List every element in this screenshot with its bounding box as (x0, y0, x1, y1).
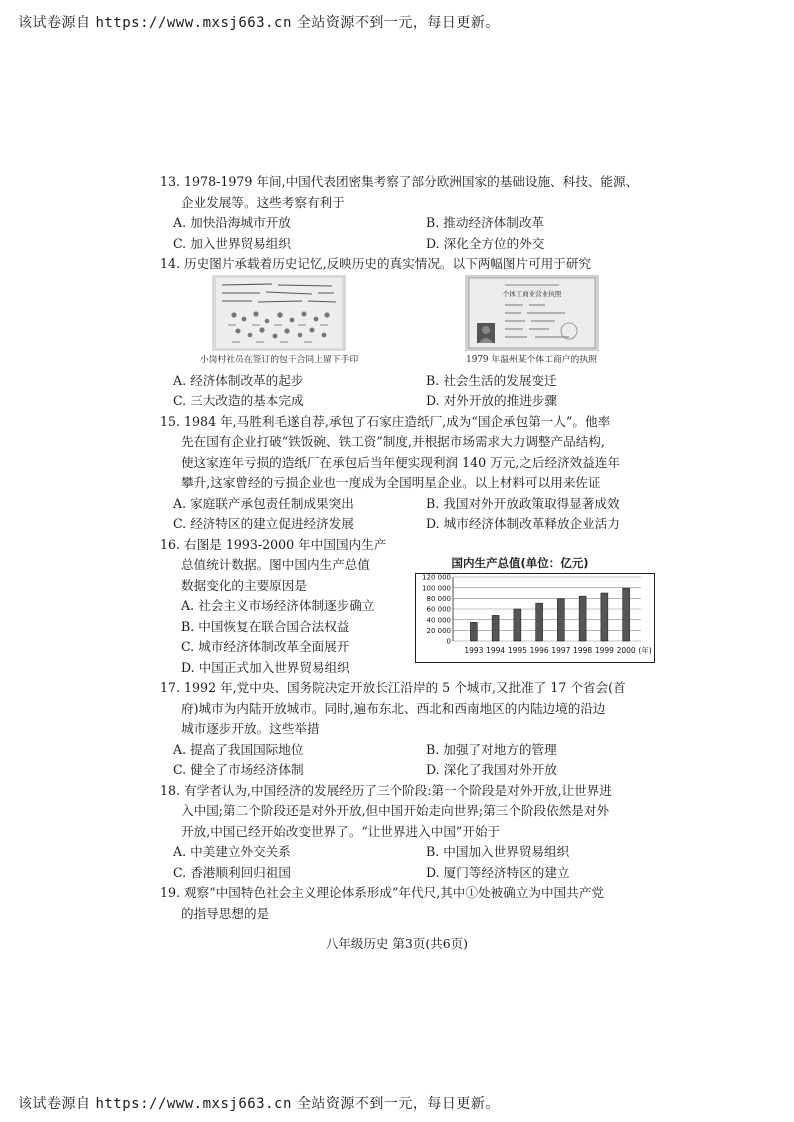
question-16-option-c[interactable]: C. 城市经济体制改革全面展开 (181, 639, 350, 654)
question-14-pictures (160, 275, 665, 371)
question-14-stem-line-1: 14. 历史图片承载着历史记忆,反映历史的真实情况。以下两幅图片可用于研究 (160, 256, 592, 271)
x-unit-label: (年) (638, 645, 652, 655)
question-15-options-row-2 (160, 514, 665, 535)
question-14-options-row-1 (160, 371, 665, 392)
question-18 (160, 781, 665, 884)
question-17-stem-line-3: 城市逐步开放。这些举措 (181, 721, 320, 736)
bar-1997 (557, 598, 564, 640)
question-13 (160, 172, 665, 254)
bar-1999 (601, 593, 608, 641)
question-15-option-b[interactable]: B. 我国对外开放政策取得显著成效 (426, 495, 620, 511)
caption-contract: 小岗村社员在签订的包干合同上留下手印 (199, 354, 359, 365)
question-15-stem-line-2: 先在国有企业打破“铁饭碗、铁工资”制度,并根据市场需求大力调整产品结构, (181, 434, 605, 449)
question-13-option-d[interactable]: D. 深化全方位的外交 (426, 235, 545, 251)
business-license-image (465, 275, 599, 351)
question-15-option-a[interactable]: A. 家庭联产承包责任制成果突出 (173, 495, 354, 511)
question-15-option-d[interactable]: D. 城市经济体制改革释放企业活力 (426, 516, 620, 531)
banner-suffix: 全站资源不到一元，每日更新。 (296, 1096, 500, 1112)
banner-prefix: 该试卷源自 (18, 15, 91, 31)
question-15-options-row-1 (160, 494, 665, 515)
x-tick-label: 1995 (507, 645, 527, 655)
question-15-option-c[interactable]: C. 经济特区的建立促进经济发展 (173, 516, 354, 531)
gdp-bar-chart (415, 573, 655, 663)
question-18-option-d[interactable]: D. 厦门等经济特区的建立 (426, 864, 570, 880)
question-17-option-a[interactable]: A. 提高了我国国际地位 (173, 741, 304, 757)
exam-content (160, 172, 665, 924)
question-18-stem-line-3: 开放,中国已经开始改变世界了。“让世界进入中国”开始于 (181, 823, 501, 839)
question-13-options-row-2 (160, 234, 665, 255)
bar-2000 (623, 588, 630, 641)
question-17 (160, 678, 665, 781)
question-14-option-d[interactable]: D. 对外开放的推进步骤 (426, 393, 557, 408)
bar-1993 (470, 622, 477, 641)
question-18-option-b[interactable]: B. 中国加入世界贸易组织 (426, 844, 570, 859)
x-tick-label: 1999 (594, 645, 614, 655)
bar-1996 (536, 603, 543, 641)
x-tick-label: 1996 (529, 645, 549, 655)
y-tick-label: 0 (446, 637, 451, 646)
question-18-option-c[interactable]: C. 香港顺利回归祖国 (173, 864, 291, 880)
business-license-photo (399, 275, 664, 371)
top-source-banner (18, 12, 500, 32)
question-16 (160, 535, 665, 679)
question-17-options-row-1 (160, 740, 665, 761)
y-tick-label: 100 000 (422, 583, 451, 592)
page-footer: 八年级历史 第3页(共6页) (325, 936, 469, 951)
banner-prefix: 该试卷源自 (18, 1096, 91, 1112)
question-18-options-row-1 (160, 842, 665, 863)
y-tick-label: 120 000 (422, 573, 451, 582)
banner-url[interactable]: https://www.mxsj663.cn (95, 1096, 292, 1112)
question-15 (160, 412, 665, 535)
contract-handprint-image (212, 275, 346, 351)
chart-title: 国内生产总值(单位：亿元) (451, 555, 589, 570)
question-17-options-row-2 (160, 760, 665, 781)
bar-1994 (492, 615, 499, 641)
question-16-option-b[interactable]: B. 中国恢复在联合国合法权益 (181, 618, 350, 634)
question-13-stem-line-1: 13. 1978-1979 年间,中国代表团密集考察了部分欧洲国家的基础设施、科技、能源、 (160, 174, 639, 189)
question-15-stem-line-1: 15. 1984 年,马胜利毛遂自荐,承包了石家庄造纸厂,成为“国企承包第一人”。他率 (160, 413, 611, 429)
x-tick-label: 1993 (464, 645, 484, 655)
x-tick-label: 1998 (573, 645, 593, 655)
question-19-stem-line-2: 的指导思想的是 (181, 905, 270, 921)
question-13-option-c[interactable]: C. 加入世界贸易组织 (173, 235, 291, 251)
question-14-option-b[interactable]: B. 社会生活的发展变迁 (426, 372, 557, 388)
license-title-text: 个体工商业营业执照 (502, 289, 561, 298)
bar-1995 (514, 609, 521, 641)
question-13-options-row-1 (160, 213, 665, 234)
question-18-stem-line-1: 18. 有学者认为,中国经济的发展经历了三个阶段:第一个阶段是对外开放,让世界进 (160, 782, 612, 798)
question-13-option-b[interactable]: B. 推动经济体制改革 (426, 215, 545, 230)
question-18-options-row-2 (160, 863, 665, 884)
question-17-option-c[interactable]: C. 健全了市场经济体制 (173, 762, 304, 777)
question-16-option-d[interactable]: D. 中国正式加入世界贸易组织 (181, 659, 350, 675)
question-17-stem-line-1: 17. 1992 年,党中央、国务院决定开放长江沿岸的 5 个城市,又批准了 17 个省会(首 (160, 680, 626, 695)
question-14-option-c[interactable]: C. 三大改造的基本完成 (173, 393, 304, 408)
bottom-source-banner (18, 1093, 500, 1113)
question-19 (160, 883, 665, 924)
question-16-stem-line-2: 总值统计数据。图中国内生产总值 (181, 557, 370, 572)
x-tick-label: 2000 (616, 645, 636, 655)
caption-license: 1979 年温州某个体工商户的执照 (466, 354, 597, 365)
gdp-chart (415, 535, 655, 679)
question-19-stem-line-1: 19. 观察“中国特色社会主义理论体系形成”年代尺,其中①处被确立为中国共产党 (160, 885, 604, 900)
question-15-stem-line-4: 攀升,这家曾经的亏损企业也一度成为全国明星企业。以上材料可以用来佐证 (181, 475, 601, 490)
question-16-stem-line-3: 数据变化的主要原因是 (181, 577, 307, 593)
bar-1998 (579, 596, 586, 641)
question-16-text (160, 535, 415, 679)
y-tick-label: 80 000 (426, 594, 451, 603)
question-13-stem-line-2: 企业发展等。这些考察有利于 (181, 194, 345, 210)
banner-suffix: 全站资源不到一元，每日更新。 (296, 15, 500, 31)
question-18-stem-line-2: 入中国;第二个阶段还是对外开放,但中国开始走向世界;第三个阶段依然是对外 (181, 803, 610, 818)
y-tick-label: 20 000 (426, 626, 451, 635)
y-tick-label: 40 000 (426, 615, 451, 624)
question-14-options-row-2 (160, 391, 665, 412)
question-14-option-a[interactable]: A. 经济体制改革的起步 (173, 372, 304, 388)
question-18-option-a[interactable]: A. 中美建立外交关系 (173, 844, 291, 859)
x-tick-label: 1994 (486, 645, 506, 655)
question-16-option-a[interactable]: A. 社会主义市场经济体制逐步确立 (181, 598, 375, 613)
question-14 (160, 254, 665, 412)
question-17-option-b[interactable]: B. 加强了对地方的管理 (426, 741, 557, 757)
question-16-stem-line-1: 16. 右图是 1993-2000 年中国国内生产 (160, 536, 387, 552)
banner-url[interactable]: https://www.mxsj663.cn (95, 15, 292, 31)
x-tick-label: 1997 (551, 645, 571, 655)
question-17-stem-line-2: 府)城市为内陆开放城市。同时,遍布东北、西北和西南地区的内陆边境的沿边 (181, 700, 606, 716)
y-tick-label: 60 000 (426, 605, 451, 614)
question-17-option-d[interactable]: D. 深化了我国对外开放 (426, 762, 557, 777)
xiaogang-contract-photo (174, 275, 384, 371)
question-15-stem-line-3: 使这家连年亏损的造纸厂在承包后当年便实现利润 140 万元,之后经济效益连年 (181, 454, 621, 470)
question-13-option-a[interactable]: A. 加快沿海城市开放 (173, 215, 291, 230)
